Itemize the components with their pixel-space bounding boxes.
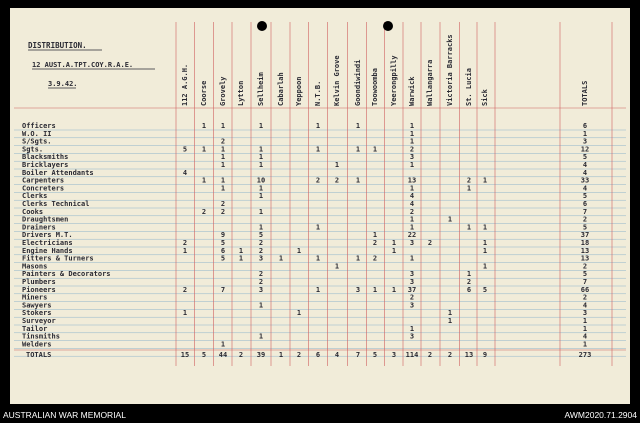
totals-cell: 2 (447, 351, 453, 359)
column-header: N.T.B. (314, 80, 322, 106)
table-cell: 2 (220, 200, 226, 208)
row-label: Bricklayers (22, 161, 69, 169)
caption-right: AWM2020.71.2904 (564, 410, 637, 420)
table-cell: 2 (582, 293, 588, 302)
table-cell: 1 (296, 309, 302, 318)
table-cell: 7 (582, 207, 588, 216)
table-cell: 1 (220, 153, 226, 162)
table-cell: 1 (482, 262, 488, 271)
doc-title: DISTRIBUTION. (28, 41, 87, 50)
totals-cell: 7 (355, 351, 361, 359)
table-cell: 2 (372, 254, 378, 263)
table-cell: 1 (315, 223, 321, 232)
table-cell: 1 (482, 176, 488, 185)
table-cell: 1 (409, 324, 415, 333)
table-cell: 1 (315, 254, 321, 263)
table-cell: 1 (201, 145, 207, 154)
column-header: Victoria Barracks (446, 34, 454, 106)
table-cell: 2 (372, 239, 378, 247)
table-cell: 5 (582, 223, 588, 232)
table-cell: 2 (582, 215, 588, 224)
table-cell: 3 (355, 285, 361, 294)
table-cell: 1 (258, 145, 264, 154)
table-cell: 6 (466, 285, 472, 294)
table-cell: 1 (582, 129, 588, 138)
table-cell: 3 (258, 285, 264, 294)
table-cell: 4 (182, 168, 188, 177)
column-header: Wallangarra (426, 59, 434, 106)
table-cell: 1 (278, 254, 284, 263)
column-header: TOTALS (581, 80, 589, 106)
table-cell: 1 (238, 246, 244, 255)
table-cell: 1 (391, 285, 397, 294)
table-cell: 1 (258, 207, 264, 216)
column-header: Warwick (408, 76, 416, 106)
table-cell: 5 (220, 254, 226, 263)
table-cell: 1 (182, 246, 188, 255)
table-cell: 1 (258, 192, 264, 201)
column-header: Toowoomba (371, 68, 379, 106)
table-cell: 4 (409, 192, 415, 201)
table-cell: 7 (582, 278, 588, 286)
column-header: 112 A.G.H. (181, 63, 189, 106)
totals-cell: 2 (427, 351, 433, 359)
totals-cell: 114 (405, 351, 419, 359)
row-label: Fitters & Turners (22, 254, 94, 263)
table-cell: 1 (258, 122, 264, 130)
row-label: Blacksmiths (22, 153, 69, 162)
table-cell: 1 (355, 254, 361, 263)
column-header: Sick (481, 89, 489, 106)
table-cell: 6 (220, 246, 226, 255)
table-cell: 1 (582, 317, 588, 325)
table-cell: 1 (582, 324, 588, 333)
table-cell: 3 (582, 137, 588, 146)
table-cell: 1 (466, 223, 472, 232)
totals-cell: 9 (482, 351, 488, 359)
totals-cell: 39 (256, 351, 266, 359)
table-cell: 1 (258, 184, 264, 193)
table-cell: 3 (409, 270, 415, 279)
table-cell: 1 (220, 145, 226, 154)
totals-cell: 44 (218, 351, 228, 359)
caption-left: AUSTRALIAN WAR MEMORIAL (3, 410, 126, 420)
row-label: Tailor (22, 324, 48, 333)
totals-cell: 6 (315, 351, 321, 359)
row-label: Electricians (22, 239, 73, 247)
table-cell: 1 (447, 309, 453, 318)
row-label: Drainers (22, 223, 56, 232)
doc-date: 3.9.42. (48, 80, 78, 88)
table-cell: 1 (355, 145, 361, 154)
table-cell: 1 (355, 176, 361, 185)
table-cell: 2 (258, 270, 264, 279)
table-cell: 5 (482, 285, 488, 294)
totals-cell: 13 (464, 351, 474, 359)
table-cell: 2 (258, 246, 264, 255)
table-cell: 1 (447, 215, 453, 224)
table-cell: 2 (220, 207, 226, 216)
row-label: Tinsmiths (22, 332, 60, 341)
table-cell: 6 (582, 200, 588, 208)
row-label: S/Sgts. (22, 137, 52, 146)
table-cell: 1 (466, 184, 472, 193)
table-cell: 1 (238, 254, 244, 263)
table-cell: 5 (182, 145, 188, 154)
table-cell: 1 (201, 176, 207, 185)
table-cell: 1 (334, 161, 340, 169)
table-cell: 1 (372, 145, 378, 154)
table-cell: 2 (409, 145, 415, 154)
column-header: Lytton (237, 80, 245, 106)
table-cell: 6 (582, 122, 588, 130)
table-cell: 7 (220, 285, 226, 294)
table-cell: 1 (355, 122, 361, 130)
totals-cell: 273 (578, 351, 592, 359)
column-header: Yeerongpilly (390, 55, 398, 106)
table-cell: 13 (407, 176, 417, 185)
table-cell: 2 (334, 176, 340, 185)
table-cell: 37 (407, 285, 417, 294)
totals-cell: 1 (278, 351, 284, 359)
punch-hole-left (257, 21, 267, 31)
column-header: Cabarlah (277, 72, 285, 106)
table-cell: 3 (409, 278, 415, 286)
table-cell: 1 (447, 317, 453, 325)
totals-cell: 2 (238, 351, 244, 359)
punch-hole-right (383, 21, 393, 31)
row-label: Boiler Attendants (22, 168, 94, 177)
row-label: Drivers M.T. (22, 231, 73, 240)
row-label: Draughtsmen (22, 215, 69, 224)
table-cell: 2 (220, 137, 226, 146)
table-cell: 1 (296, 246, 302, 255)
table-cell: 2 (466, 176, 472, 185)
table-cell: 18 (580, 239, 590, 247)
row-label: Sgts. (22, 145, 44, 154)
table-cell: 1 (182, 309, 188, 318)
row-label: Pioneers (22, 285, 56, 294)
table-cell: 2 (427, 239, 433, 247)
totals-label: TOTALS (26, 351, 52, 359)
row-label: Surveyor (22, 317, 56, 325)
row-label: Officers (22, 122, 56, 130)
table-cell: 1 (409, 254, 415, 263)
table-cell: 1 (409, 137, 415, 146)
row-label: Miners (22, 293, 48, 302)
totals-cell: 4 (334, 351, 340, 359)
table-cell: 1 (372, 285, 378, 294)
table-cell: 1 (220, 122, 226, 130)
row-label: Carpenters (22, 176, 65, 185)
table-cell: 13 (580, 254, 590, 263)
column-header: Coorse (200, 80, 208, 106)
table-cell: 1 (409, 184, 415, 193)
row-label: Concreters (22, 184, 65, 193)
row-label: Welders (22, 340, 52, 349)
table-cell: 1 (220, 340, 226, 349)
table-cell: 33 (580, 176, 590, 185)
row-label: W.O. II (22, 129, 52, 138)
table-cell: 37 (580, 231, 590, 240)
totals-cell: 15 (180, 351, 190, 359)
table-cell: 2 (182, 285, 188, 294)
table-cell: 1 (466, 270, 472, 279)
table-cell: 2 (409, 293, 415, 302)
totals-cell: 2 (296, 351, 302, 359)
row-label: Clerks (22, 192, 48, 201)
table-cell: 3 (409, 239, 415, 247)
table-cell: 2 (466, 278, 472, 286)
table-cell: 1 (315, 285, 321, 294)
table-cell: 1 (482, 223, 488, 232)
table-cell: 5 (582, 153, 588, 162)
table-cell: 3 (582, 309, 588, 318)
table-cell: 12 (580, 145, 590, 154)
row-label: Clerks Technical (22, 200, 90, 208)
table-cell: 4 (582, 301, 588, 310)
table-cell: 2 (409, 207, 415, 216)
table-cell: 1 (258, 153, 264, 162)
table-cell: 4 (409, 200, 415, 208)
row-label: Cooks (22, 207, 44, 216)
table-cell: 1 (391, 239, 397, 247)
table-cell: 1 (409, 161, 415, 169)
table-cell: 1 (315, 145, 321, 154)
table-cell: 1 (482, 239, 488, 247)
totals-cell: 5 (201, 351, 207, 359)
table-cell: 2 (582, 262, 588, 271)
table-cell: 3 (409, 301, 415, 310)
table-cell: 2 (182, 239, 188, 247)
table-cell: 3 (258, 254, 264, 263)
row-label: Plumbers (22, 278, 56, 286)
table-cell: 1 (220, 184, 226, 193)
table-cell: 13 (580, 246, 590, 255)
table-cell: 2 (201, 207, 207, 216)
table-cell: 1 (258, 332, 264, 341)
unit-name: 12 AUST.A.TPT.COY.R.A.E. (32, 61, 134, 69)
row-label: Masons (22, 262, 48, 271)
column-header: Sellheim (257, 72, 265, 106)
table-cell: 3 (409, 332, 415, 341)
table-cell: 1 (409, 223, 415, 232)
table-cell: 1 (201, 122, 207, 130)
table-cell: 1 (220, 161, 226, 169)
table-cell: 2 (315, 176, 321, 185)
table-cell: 2 (258, 278, 264, 286)
column-header: St. Lucia (465, 68, 473, 106)
table-cell: 1 (258, 223, 264, 232)
table-cell: 1 (391, 246, 397, 255)
table-cell: 3 (409, 153, 415, 162)
table-cell: 5 (220, 239, 226, 247)
table-cell: 9 (220, 231, 226, 240)
table-cell: 1 (258, 301, 264, 310)
totals-cell: 5 (372, 351, 378, 359)
table-cell: 1 (258, 161, 264, 169)
table-cell: 10 (256, 176, 266, 185)
table-cell: 4 (582, 168, 588, 177)
column-header: Grovely (219, 76, 227, 106)
table-cell: 5 (258, 231, 264, 240)
table-cell: 1 (315, 122, 321, 130)
row-label: Painters & Decorators (22, 270, 111, 279)
column-header: Goondiwindi (354, 59, 362, 106)
table-cell: 1 (220, 176, 226, 185)
table-cell: 4 (582, 184, 588, 193)
table-cell: 1 (409, 215, 415, 224)
column-header: Kelvin Grove (333, 55, 341, 106)
table-cell: 1 (482, 246, 488, 255)
table-cell: 1 (409, 122, 415, 130)
table-cell: 1 (582, 340, 588, 349)
table-cell: 1 (372, 231, 378, 240)
table-cell: 66 (580, 285, 590, 294)
table-cell: 1 (409, 129, 415, 138)
table-cell: 5 (582, 192, 588, 201)
row-label: Sawyers (22, 301, 52, 310)
table-cell: 5 (582, 270, 588, 279)
row-label: Stokers (22, 309, 52, 318)
column-header: Yeppoon (295, 76, 303, 106)
table-cell: 2 (258, 239, 264, 247)
table-cell: 1 (334, 262, 340, 271)
table-cell: 22 (407, 231, 417, 240)
table-cell: 4 (582, 161, 588, 169)
table-cell: 4 (582, 332, 588, 341)
row-label: Engine Hands (22, 246, 73, 255)
totals-cell: 3 (391, 351, 397, 359)
